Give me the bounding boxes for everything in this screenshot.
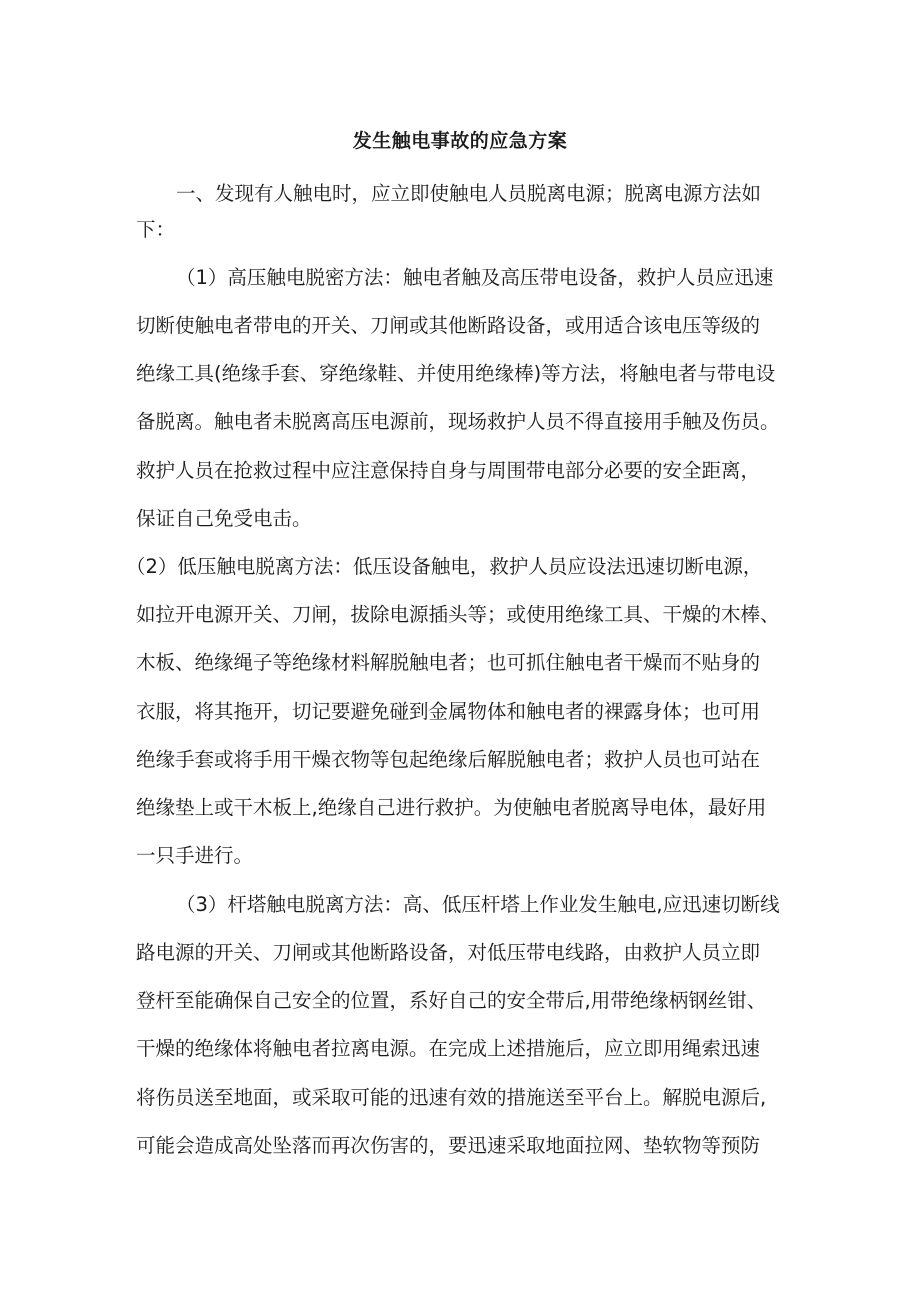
paragraph-line: （3）杆塔触电脱离方法：高、低压杆塔上作业发生触电,应迅速切断线 [176,893,780,916]
paragraph-line: 如拉开电源开关、刀闸，拔除电源插头等；或使用绝缘工具、干燥的木棒、 [136,603,780,626]
paragraph-line: （2）低压触电脱离方法：低压设备触电，救护人员应设法迅速切断电源， [126,555,763,578]
paragraph-line: 救护人员在抢救过程中应注意保持自身与周围带电部分必要的安全距离， [136,459,761,482]
paragraph-line: 切断使触电者带电的开关、刀闸或其他断路设备，或用适合该电压等级的 [136,314,761,337]
paragraph-line: 一、发现有人触电时，应立即使触电人员脱离电源；脱离电源方法如 [176,182,762,205]
paragraph-line: 绝缘垫上或干木板上,绝缘自己进行救护。为使触电者脱离导电体，最好用 [136,796,767,819]
paragraph-line: 绝缘工具(绝缘手套、穿绝缘鞋、并使用绝缘棒)等方法，将触电者与带电设 [136,362,776,385]
paragraph-line: 将伤员送至地面，或采取可能的迅速有效的措施送至平台上。解脱电源后, [136,1086,767,1109]
paragraph-line: 木板、绝缘绳子等绝缘材料解脱触电者；也可抓住触电者干燥而不贴身的 [136,651,761,674]
paragraph-line: 备脱离。触电者未脱离高压电源前，现场救护人员不得直接用手触及伤员。 [136,410,780,433]
paragraph-line: 保证自己免受电击。 [136,507,312,530]
paragraph-line: 登杆至能确保自己安全的位置，系好自己的安全带后,用带绝缘柄钢丝钳、 [136,989,767,1012]
paragraph-line: （1）高压触电脱密方法：触电者触及高压带电设备，救护人员应迅速 [176,266,774,289]
paragraph-line: 衣服，将其拖开，切记要避免碰到金属物体和触电者的裸露身体；也可用 [136,700,761,723]
paragraph-line: 绝缘手套或将手用干燥衣物等包起绝缘后解脱触电者；救护人员也可站在 [136,748,761,771]
paragraph-line: 下： [136,218,176,241]
paragraph-line: 路电源的开关、刀闸或其他断路设备，对低压带电线路，由救护人员立即 [136,941,761,964]
paragraph-line: 可能会造成高处坠落而再次伤害的，要迅速采取地面拉网、垫软物等预防 [136,1134,761,1157]
document-title: 发生触电事故的应急方案 [352,130,568,152]
paragraph-line: 干燥的绝缘体将触电者拉离电源。在完成上述措施后，应立即用绳索迅速 [136,1037,761,1060]
paragraph-line: 一只手进行。 [136,844,254,867]
